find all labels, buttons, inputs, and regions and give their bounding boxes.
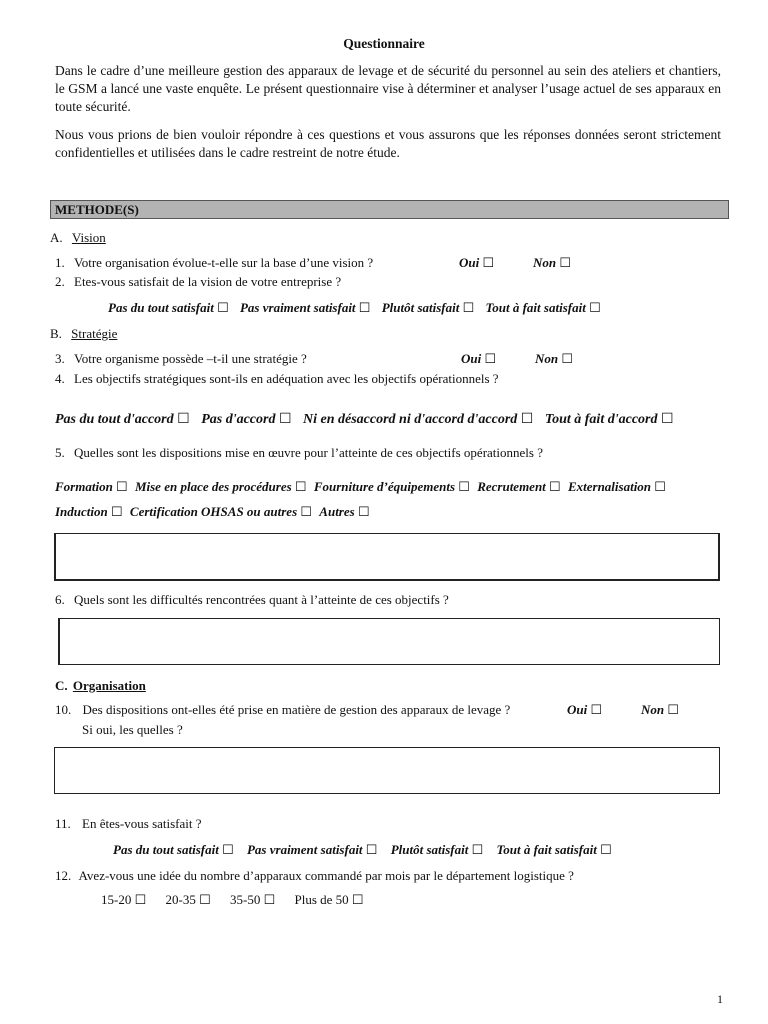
q4-option-1[interactable]: Pas du tout d'accord ☐: [55, 412, 190, 427]
q5-option-formation[interactable]: Formation ☐: [55, 479, 128, 494]
q3-non-option[interactable]: [535, 351, 573, 367]
q2-option-3[interactable]: Plutôt satisfait ☐: [381, 300, 475, 315]
question-11: [55, 816, 202, 832]
section-letter: B.: [50, 326, 62, 341]
question-text: Quelles sont les dispositions mise en œuvre pour l’atteinte de ces objectifs opérationnels ?: [74, 445, 543, 460]
checkbox-icon[interactable]: ☐: [222, 842, 234, 857]
checkbox-icon[interactable]: ☐: [177, 412, 190, 427]
q4-option-2[interactable]: Pas d'accord ☐: [201, 412, 292, 427]
q10-answer-box[interactable]: [54, 747, 720, 794]
q12-option-1[interactable]: 15-20 ☐: [101, 892, 147, 907]
question-1: [55, 255, 373, 271]
section-title: Vision: [71, 230, 106, 245]
q4-option-4[interactable]: Tout à fait d'accord ☐: [544, 412, 674, 427]
checkbox-icon[interactable]: ☐: [199, 892, 211, 907]
q6-answer-box[interactable]: [58, 618, 720, 665]
checkbox-icon[interactable]: ☐: [357, 504, 370, 519]
section-title: Stratégie: [71, 326, 118, 341]
q10-non-option[interactable]: [641, 702, 679, 718]
q1-non-option[interactable]: [533, 255, 571, 271]
page-title: Questionnaire: [343, 36, 425, 51]
checkbox-icon[interactable]: ☐: [294, 479, 307, 494]
intro-paragraph-1: Dans le cadre d’une meilleure gestion des apparaux de levage et de sécurité du personnel au sein des ateliers et chantiers, le GSM a lancé une vaste enquête. Le présent questionnaire vise à déterminer et analyser l’usage actuel de ses apparaux en toute sécurité.: [55, 63, 721, 114]
q5-option-autres[interactable]: Autres ☐: [319, 504, 370, 519]
checkbox-icon[interactable]: ☐: [484, 351, 497, 366]
option-label: Oui: [567, 702, 588, 717]
q2-option-1[interactable]: Pas du tout satisfait ☐: [108, 300, 229, 315]
checkbox-icon[interactable]: ☐: [365, 842, 378, 857]
question-number: 4.: [55, 371, 65, 386]
checkbox-icon[interactable]: ☐: [116, 479, 128, 494]
checkbox-icon[interactable]: ☐: [549, 479, 561, 494]
question-number: 12.: [55, 868, 72, 883]
checkbox-icon[interactable]: ☐: [217, 300, 229, 315]
section-letter: A.: [50, 230, 63, 245]
q11-option-2[interactable]: Pas vraiment satisfait ☐: [246, 842, 378, 857]
q5-option-induction[interactable]: Induction ☐: [55, 504, 123, 519]
option-label: Non: [641, 702, 665, 717]
checkbox-icon[interactable]: ☐: [471, 842, 484, 857]
option-label: Oui: [461, 351, 482, 366]
q10-follow-up: Si oui, les quelles ?: [82, 722, 183, 737]
checkbox-icon[interactable]: ☐: [134, 892, 147, 907]
q12-options: [101, 892, 372, 908]
q11-option-4[interactable]: Tout à fait satisfait ☐: [496, 842, 612, 857]
q5-option-certification[interactable]: Certification OHSAS ou autres ☐: [129, 504, 313, 519]
question-text: Les objectifs stratégiques sont-ils en adéquation avec les objectifs opérationnels ?: [74, 371, 499, 386]
question-number: 11.: [55, 816, 71, 831]
q5-option-recrutement[interactable]: Recrutement ☐: [477, 479, 561, 494]
checkbox-icon[interactable]: ☐: [111, 504, 123, 519]
checkbox-icon[interactable]: ☐: [589, 300, 601, 315]
checkbox-icon[interactable]: ☐: [458, 479, 470, 494]
checkbox-icon[interactable]: ☐: [351, 892, 364, 907]
question-text: Des dispositions ont-elles été prise en matière de gestion des apparaux de levage ?: [82, 702, 511, 717]
checkbox-icon[interactable]: ☐: [600, 842, 612, 857]
checkbox-icon[interactable]: ☐: [559, 255, 572, 270]
q3-oui-option[interactable]: [461, 351, 496, 367]
q10-oui-option[interactable]: [567, 702, 602, 718]
q5-option-procedures[interactable]: Mise en place des procédures ☐: [134, 479, 307, 494]
section-title: Organisation: [72, 678, 146, 693]
q2-options: [108, 300, 609, 316]
question-12: [55, 868, 574, 884]
q2-option-2[interactable]: Pas vraiment satisfait ☐: [239, 300, 371, 315]
q12-option-4[interactable]: Plus de 50 ☐: [294, 892, 364, 907]
checkbox-icon[interactable]: ☐: [278, 412, 292, 427]
question-10: [55, 702, 510, 718]
question-number: 10.: [55, 702, 72, 717]
checkbox-icon[interactable]: ☐: [660, 412, 674, 427]
q11-option-3[interactable]: Plutôt satisfait ☐: [390, 842, 484, 857]
checkbox-icon[interactable]: ☐: [462, 300, 475, 315]
checkbox-icon[interactable]: ☐: [263, 892, 276, 907]
question-text: Avez-vous une idée du nombre d’apparaux commandé par mois par le département logistique ?: [78, 868, 574, 883]
checkbox-icon[interactable]: ☐: [520, 412, 534, 427]
checkbox-icon[interactable]: ☐: [561, 351, 574, 366]
section-header-methode: METHODE(S): [50, 200, 729, 219]
q5-options-row-1: [55, 479, 666, 495]
checkbox-icon[interactable]: ☐: [358, 300, 371, 315]
question-text: En êtes-vous satisfait ?: [82, 816, 202, 831]
section-strategie-heading: [50, 326, 117, 342]
q4-options: [55, 411, 674, 428]
checkbox-icon[interactable]: ☐: [654, 479, 666, 494]
q5-option-equipements[interactable]: Fourniture d’équipements ☐: [313, 479, 470, 494]
q11-option-1[interactable]: Pas du tout satisfait ☐: [113, 842, 234, 857]
q2-option-4[interactable]: Tout à fait satisfait ☐: [485, 300, 601, 315]
q5-answer-box[interactable]: [54, 533, 720, 581]
q1-oui-option[interactable]: [459, 255, 494, 271]
question-number: 5.: [55, 445, 65, 460]
question-number: 2.: [55, 274, 65, 289]
checkbox-icon[interactable]: ☐: [300, 504, 313, 519]
q5-options-row-2: [55, 504, 378, 520]
q11-options: [113, 842, 612, 858]
section-vision-heading: [50, 230, 106, 246]
q12-option-2[interactable]: 20-35 ☐: [165, 892, 211, 907]
intro-paragraph-2: Nous vous prions de bien vouloir répondre à ces questions et vous assurons que les réponses données seront strictement confidentielles et utilisées dans le cadre restreint de notre étude.: [55, 127, 721, 160]
question-5: [55, 445, 543, 461]
question-2: [55, 274, 341, 290]
option-label: Non: [533, 255, 557, 270]
question-text: Votre organisation évolue-t-elle sur la base d’une vision ?: [74, 255, 374, 270]
question-number: 1.: [55, 255, 65, 270]
q12-option-3[interactable]: 35-50 ☐: [230, 892, 276, 907]
checkbox-icon[interactable]: ☐: [667, 702, 680, 717]
question-4: [55, 371, 499, 387]
q4-option-3[interactable]: Ni en désaccord ni d'accord d'accord ☐: [303, 412, 534, 427]
question-number: 3.: [55, 351, 65, 366]
question-number: 6.: [55, 592, 65, 607]
question-text: Quels sont les difficultés rencontrées quant à l’atteinte de ces objectifs ?: [74, 592, 449, 607]
q5-option-externalisation[interactable]: Externalisation ☐: [567, 479, 666, 494]
question-text: Etes-vous satisfait de la vision de votre entreprise ?: [74, 274, 342, 289]
question-text: Votre organisme possède –t-il une stratégie ?: [74, 351, 307, 366]
section-letter: C.: [55, 678, 68, 693]
checkbox-icon[interactable]: ☐: [590, 702, 603, 717]
question-6: [55, 592, 449, 608]
page-number: 1: [717, 992, 723, 1006]
checkbox-icon[interactable]: ☐: [482, 255, 495, 270]
option-label: Oui: [459, 255, 480, 270]
section-organisation-heading: [55, 678, 146, 694]
option-label: Non: [535, 351, 559, 366]
question-3: [55, 351, 307, 367]
